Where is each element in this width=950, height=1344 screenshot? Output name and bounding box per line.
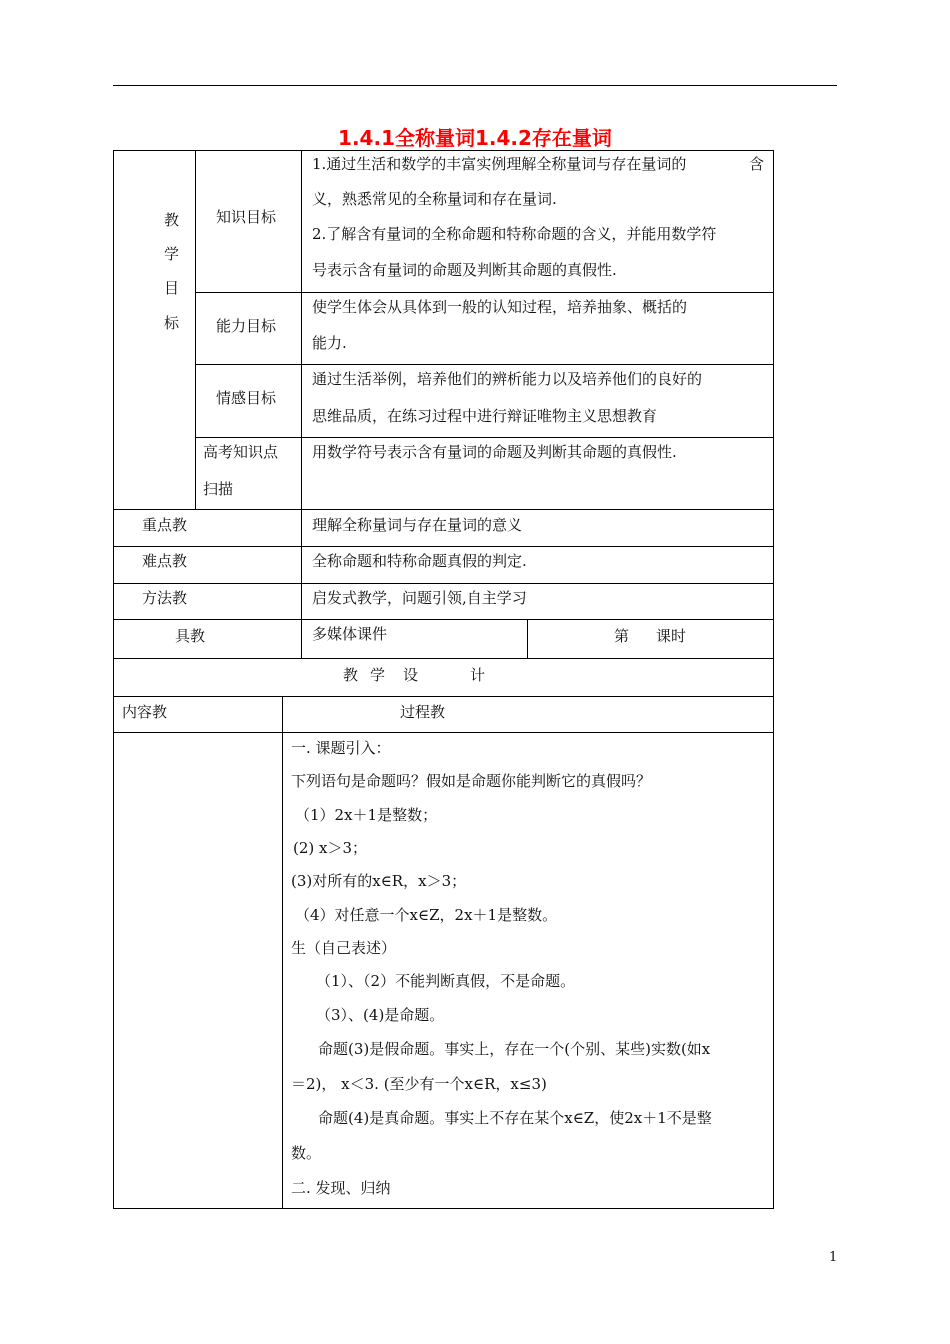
ability-goal-line: 使学生体会从具体到一般的认知过程，培养抽象、概括的 xyxy=(312,298,688,316)
process-line: (2) x＞3； xyxy=(293,839,368,857)
difficulty-value: 全称命题和特称命题真假的判定. xyxy=(312,552,527,570)
process-line: （3）、(4)是命题。 xyxy=(316,1006,445,1024)
tools-label: 具教 xyxy=(175,627,206,645)
knowledge-goal-line: 2.了解含有量词的全称命题和特称命题的含义，并能用数学符 xyxy=(312,225,717,243)
process-line: 一. 课题引入： xyxy=(291,739,391,757)
knowledge-goal-line: 义，熟悉常见的全称量词和存在量词. xyxy=(312,190,557,208)
page-title: 1.4.1全称量词1.4.2存在量词 xyxy=(338,126,612,150)
exam-points-label: 扫描 xyxy=(203,480,234,498)
exam-points-label: 高考知识点 xyxy=(203,443,279,461)
process-line: 生（自己表述） xyxy=(291,939,397,957)
method-value: 启发式教学，问题引领,自主学习 xyxy=(312,589,527,607)
design-title-char: 学 xyxy=(370,666,386,684)
process-line: 命题(4)是真命题。事实上不存在某个x∈Z，使2x＋1不是整 xyxy=(318,1109,712,1127)
goals-header-char: 学 xyxy=(164,245,180,263)
knowledge-goal-line: 号表示含有量词的命题及判断其命题的真假性. xyxy=(312,261,617,279)
exam-points-text: 用数学符号表示含有量词的命题及判断其命题的真假性. xyxy=(312,443,677,461)
ability-goal-label: 能力目标 xyxy=(216,317,277,335)
process-column-header: 过程教 xyxy=(400,703,446,721)
key-point-value: 理解全称量词与存在量词的意义 xyxy=(312,516,523,534)
header-rule xyxy=(113,85,837,86)
process-line: 数。 xyxy=(291,1144,322,1162)
design-title-char: 计 xyxy=(470,666,486,684)
knowledge-goal-line: 1.通过生活和数学的丰富实例理解全称量词与存在量词的 xyxy=(312,155,687,173)
key-point-label: 重点教 xyxy=(142,516,188,534)
goals-header-char: 目 xyxy=(164,279,180,297)
process-line: 下列语句是命题吗？假如是命题你能判断它的真假吗？ xyxy=(291,772,652,790)
process-line: 命题(3)是假命题。事实上，存在一个(个别、某些)实数(如x xyxy=(318,1040,711,1058)
content-column-header: 内容教 xyxy=(122,703,168,721)
difficulty-label: 难点教 xyxy=(142,552,188,570)
process-line: ＝2)， x＜3. (至少有一个x∈R，x≤3) xyxy=(291,1075,547,1093)
method-label: 方法教 xyxy=(142,589,188,607)
process-line: （1）、（2）不能判断真假，不是命题。 xyxy=(316,972,576,990)
tools-value: 多媒体课件 xyxy=(312,625,388,643)
emotion-goal-line: 通过生活举例，培养他们的辨析能力以及培养他们的良好的 xyxy=(312,370,703,388)
knowledge-goal-label: 知识目标 xyxy=(216,208,277,226)
process-line: 二. 发现、归纳 xyxy=(291,1179,391,1197)
design-title-char: 设 xyxy=(403,666,419,684)
page-number: 1 xyxy=(829,1250,838,1265)
process-line: （4）对任意一个x∈Z，2x＋1是整数。 xyxy=(295,906,558,924)
emotion-goal-label: 情感目标 xyxy=(216,389,277,407)
design-title-char: 教 xyxy=(343,666,359,684)
knowledge-goal-line: 含 xyxy=(749,155,765,173)
period-label: 第 xyxy=(614,627,630,645)
period-label: 课时 xyxy=(656,627,687,645)
goals-header-char: 标 xyxy=(164,314,180,332)
ability-goal-line: 能力. xyxy=(312,334,347,352)
emotion-goal-line: 思维品质，在练习过程中进行辩证唯物主义思想教育 xyxy=(312,407,658,425)
goals-header-char: 教 xyxy=(164,211,180,229)
process-line: （1）2x＋1是整数； xyxy=(295,806,438,824)
process-line: (3)对所有的x∈R，x＞3； xyxy=(291,872,467,890)
